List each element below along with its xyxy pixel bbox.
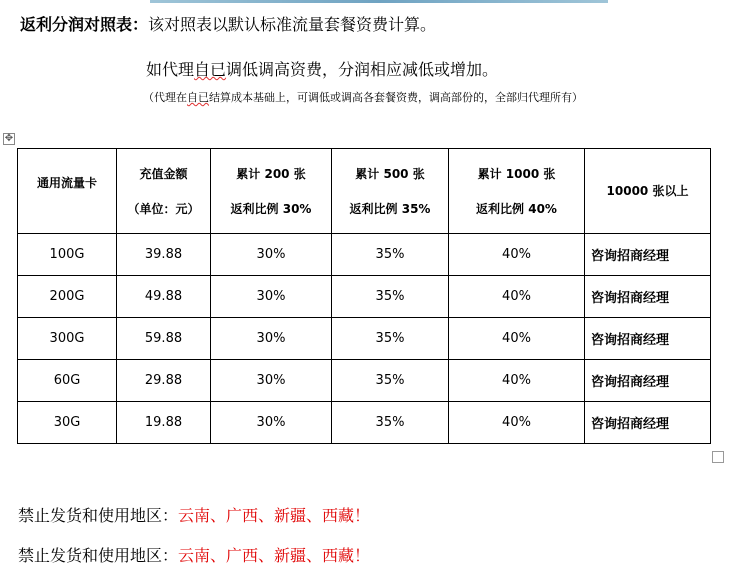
top-decoration-strip bbox=[150, 0, 608, 3]
restricted-regions: 云南、广西、新疆、西藏！ bbox=[178, 506, 371, 525]
rate-500-cell: 35% bbox=[332, 402, 449, 444]
note-text: 调低调高资费，分润相应减低或增加。 bbox=[226, 60, 499, 79]
note-text: 如代理 bbox=[146, 60, 195, 79]
rebate-table bbox=[17, 148, 711, 444]
price-cell: 29.88 bbox=[117, 360, 211, 402]
pricing-adjust-note bbox=[146, 57, 498, 80]
title-label: 返利分润对照表： bbox=[20, 15, 149, 34]
rate-1000-cell: 40% bbox=[449, 276, 585, 318]
header-cell: 充值金额 （单位：元） bbox=[117, 149, 211, 234]
contact-cell: 咨询招商经理 bbox=[585, 318, 711, 360]
rate-1000-cell: 40% bbox=[449, 234, 585, 276]
rate-500-cell: 35% bbox=[332, 360, 449, 402]
move-arrows-icon[interactable]: ✥ bbox=[4, 133, 14, 144]
rate-200-cell: 30% bbox=[211, 318, 332, 360]
header-cell: 10000 张以上 bbox=[585, 149, 711, 234]
spellcheck-word[interactable]: 自已 bbox=[187, 91, 209, 104]
shipping-restriction-notice bbox=[18, 543, 370, 566]
table-row bbox=[18, 318, 711, 360]
table-row bbox=[18, 402, 711, 444]
rate-1000-cell: 40% bbox=[449, 318, 585, 360]
table-row bbox=[18, 234, 711, 276]
contact-cell: 咨询招商经理 bbox=[585, 234, 711, 276]
price-cell: 39.88 bbox=[117, 234, 211, 276]
rate-200-cell: 30% bbox=[211, 360, 332, 402]
agent-note bbox=[143, 89, 583, 105]
contact-cell: 咨询招商经理 bbox=[585, 276, 711, 318]
contact-cell: 咨询招商经理 bbox=[585, 402, 711, 444]
header-cell: 通用流量卡 bbox=[18, 149, 117, 234]
card-plan-cell: 30G bbox=[18, 402, 117, 444]
notice-label: 禁止发货和使用地区： bbox=[18, 546, 179, 565]
price-cell: 59.88 bbox=[117, 318, 211, 360]
card-plan-cell: 200G bbox=[18, 276, 117, 318]
contact-cell: 咨询招商经理 bbox=[585, 360, 711, 402]
title-description: 该对照表以默认标准流量套餐资费计算。 bbox=[148, 15, 437, 34]
table-row bbox=[18, 276, 711, 318]
header-cell: 累计 200 张 返利比例 30% bbox=[211, 149, 332, 234]
note-text: 结算成本基础上，可调低或调高各套餐资费，调高部份的，全部归代理所有） bbox=[209, 91, 583, 104]
card-plan-cell: 100G bbox=[18, 234, 117, 276]
rate-200-cell: 30% bbox=[211, 234, 332, 276]
shipping-restriction-notice bbox=[18, 503, 370, 526]
price-cell: 49.88 bbox=[117, 276, 211, 318]
rate-1000-cell: 40% bbox=[449, 360, 585, 402]
page-title bbox=[20, 12, 436, 35]
rate-500-cell: 35% bbox=[332, 234, 449, 276]
rate-1000-cell: 40% bbox=[449, 402, 585, 444]
spellcheck-word[interactable]: 自已 bbox=[194, 60, 227, 79]
rate-500-cell: 35% bbox=[332, 318, 449, 360]
rate-200-cell: 30% bbox=[211, 402, 332, 444]
note-text: （代理在 bbox=[143, 91, 187, 104]
resize-handle-icon[interactable] bbox=[712, 451, 724, 463]
header-cell: 累计 1000 张 返利比例 40% bbox=[449, 149, 585, 234]
table-row bbox=[18, 360, 711, 402]
table-header-row bbox=[18, 149, 711, 234]
card-plan-cell: 300G bbox=[18, 318, 117, 360]
price-cell: 19.88 bbox=[117, 402, 211, 444]
rate-500-cell: 35% bbox=[332, 276, 449, 318]
restricted-regions: 云南、广西、新疆、西藏！ bbox=[178, 546, 371, 565]
notice-label: 禁止发货和使用地区： bbox=[18, 506, 179, 525]
rate-200-cell: 30% bbox=[211, 276, 332, 318]
card-plan-cell: 60G bbox=[18, 360, 117, 402]
header-cell: 累计 500 张 返利比例 35% bbox=[332, 149, 449, 234]
